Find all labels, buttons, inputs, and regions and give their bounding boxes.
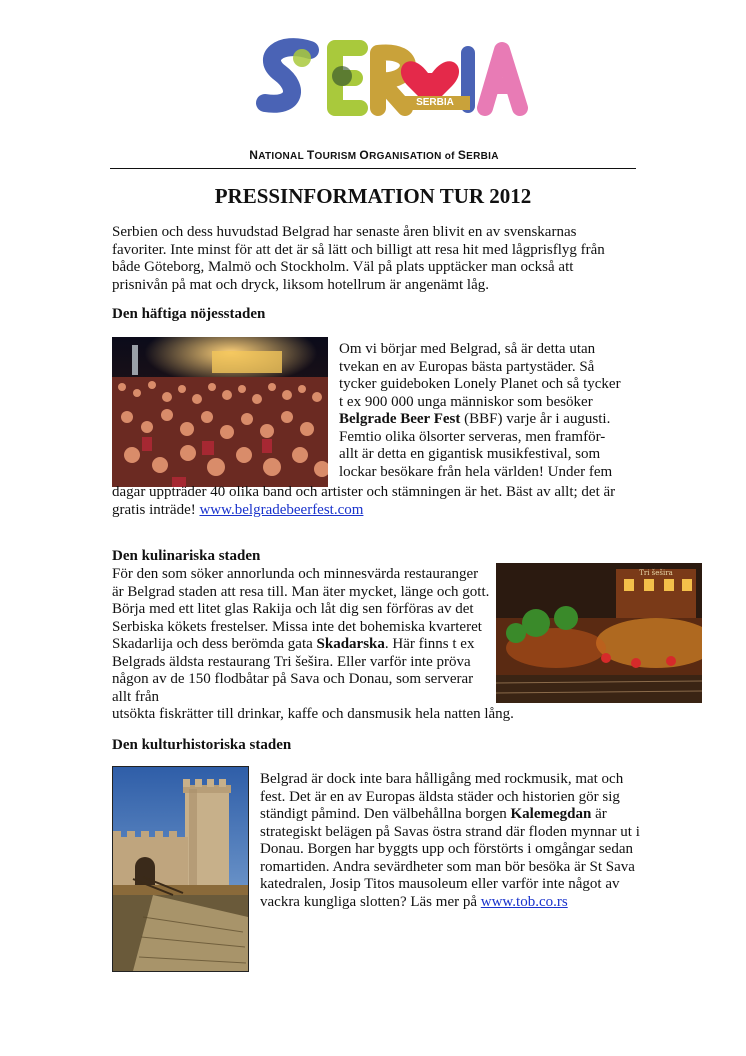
intro-paragraph: Serbien och dess huvudstad Belgrad har senaste åren blivit en av svenskarnas favoriter. Inte minst för att det är så lätt och billigt att resa hit med lågprisflyg från både Göteborg, Malmö och Stockholm. Väl på plats upptäcker man också att prisnivån på mat och dryck, liksom hotellrum är angenämt låg. bbox=[112, 224, 605, 293]
section2-tail: utsökta fiskrätter till drinkar, kaffe och dansmusik hela natten lång. bbox=[112, 706, 514, 722]
beer-fest-crowd-photo bbox=[112, 337, 328, 487]
beerfest-link[interactable]: www.belgradebeerfest.com bbox=[199, 501, 364, 518]
header-divider bbox=[110, 168, 636, 169]
page-title: PRESSINFORMATION TUR 2012 bbox=[214, 184, 532, 208]
section1-tail: dagar uppträder 40 olika band och artister och stämningen är het. Bäst av allt; det är gratis inträde! www.belgradebeerfest.com bbox=[112, 484, 616, 518]
section2-text: För den som söker annorlunda och minnesvärda restauranger är Belgrad staden att resa till. Man äter mycket, länge och gott. Börja med ett litet glas Rakija och låt dig sen förföras av det Serbiska kökets frestelser. Missa inte det bohemiska kvarteret Skadarlija och dess berömda gata Skadarska. Här finns t ex Belgrads äldsta restaurang Tri šešira. Eller varför inte pröva någon av de 150 flodbåtar på Sava och Donau, som serverar allt från bbox=[112, 566, 490, 705]
skadarska-name: Skadarska bbox=[316, 636, 385, 652]
logo-graphic bbox=[250, 28, 530, 128]
section-heading-kulturhistoriska: Den kulturhistoriska staden bbox=[112, 737, 292, 753]
kalemegdan-name: Kalemegdan bbox=[510, 806, 592, 822]
restaurant-sign: Tri šešira bbox=[639, 569, 673, 577]
organisation-name: NATIONAL TOURISM ORGANISATION of SERBIA bbox=[249, 148, 499, 162]
section-heading-kulinariska: Den kulinariska staden bbox=[112, 548, 261, 564]
logo-serbia-tag: SERBIA bbox=[400, 96, 470, 110]
kalemegdan-fortress-photo bbox=[112, 766, 249, 972]
section3-text: Belgrad är dock inte bara hålligång med rockmusik, mat och fest. Det är en av Europas äldsta städer och historien gör sig ständigt påmind. Den välbehållna borgen Kalemegdan är strategiskt belägen på Savas östra strand där floden mynnar ut i Donau. Borgen har byggts upp och förstörts i omgångar sedan romartiden. Andra sevärdheter som man bör besöka är St Sava katedralen, Josip Titos mausoleum eller varför inte något av vackra kungliga slotten? Läs mer på www.tob.co.rs bbox=[260, 771, 640, 910]
section-heading-nojesstaden: Den häftiga nöjesstaden bbox=[112, 306, 266, 322]
serbia-logo bbox=[250, 28, 530, 128]
section1-text: Om vi börjar med Belgrad, så är detta utan tvekan en av Europas bästa partystäder. Så tycker guideboken Lonely Planet och så tycker t ex 900 000 unga människor som besöker Belgrade Beer Fest (BBF) varje år i augusti. Femtio olika ölsorter serveras, men framför- allt är detta en gigantisk musikfestival, som lockar besökare från hela världen! Under fem bbox=[339, 341, 621, 480]
tob-link[interactable]: www.tob.co.rs bbox=[480, 893, 568, 910]
belgrade-beer-fest-name: Belgrade Beer Fest bbox=[339, 411, 461, 427]
restaurant-street-photo bbox=[496, 563, 702, 703]
